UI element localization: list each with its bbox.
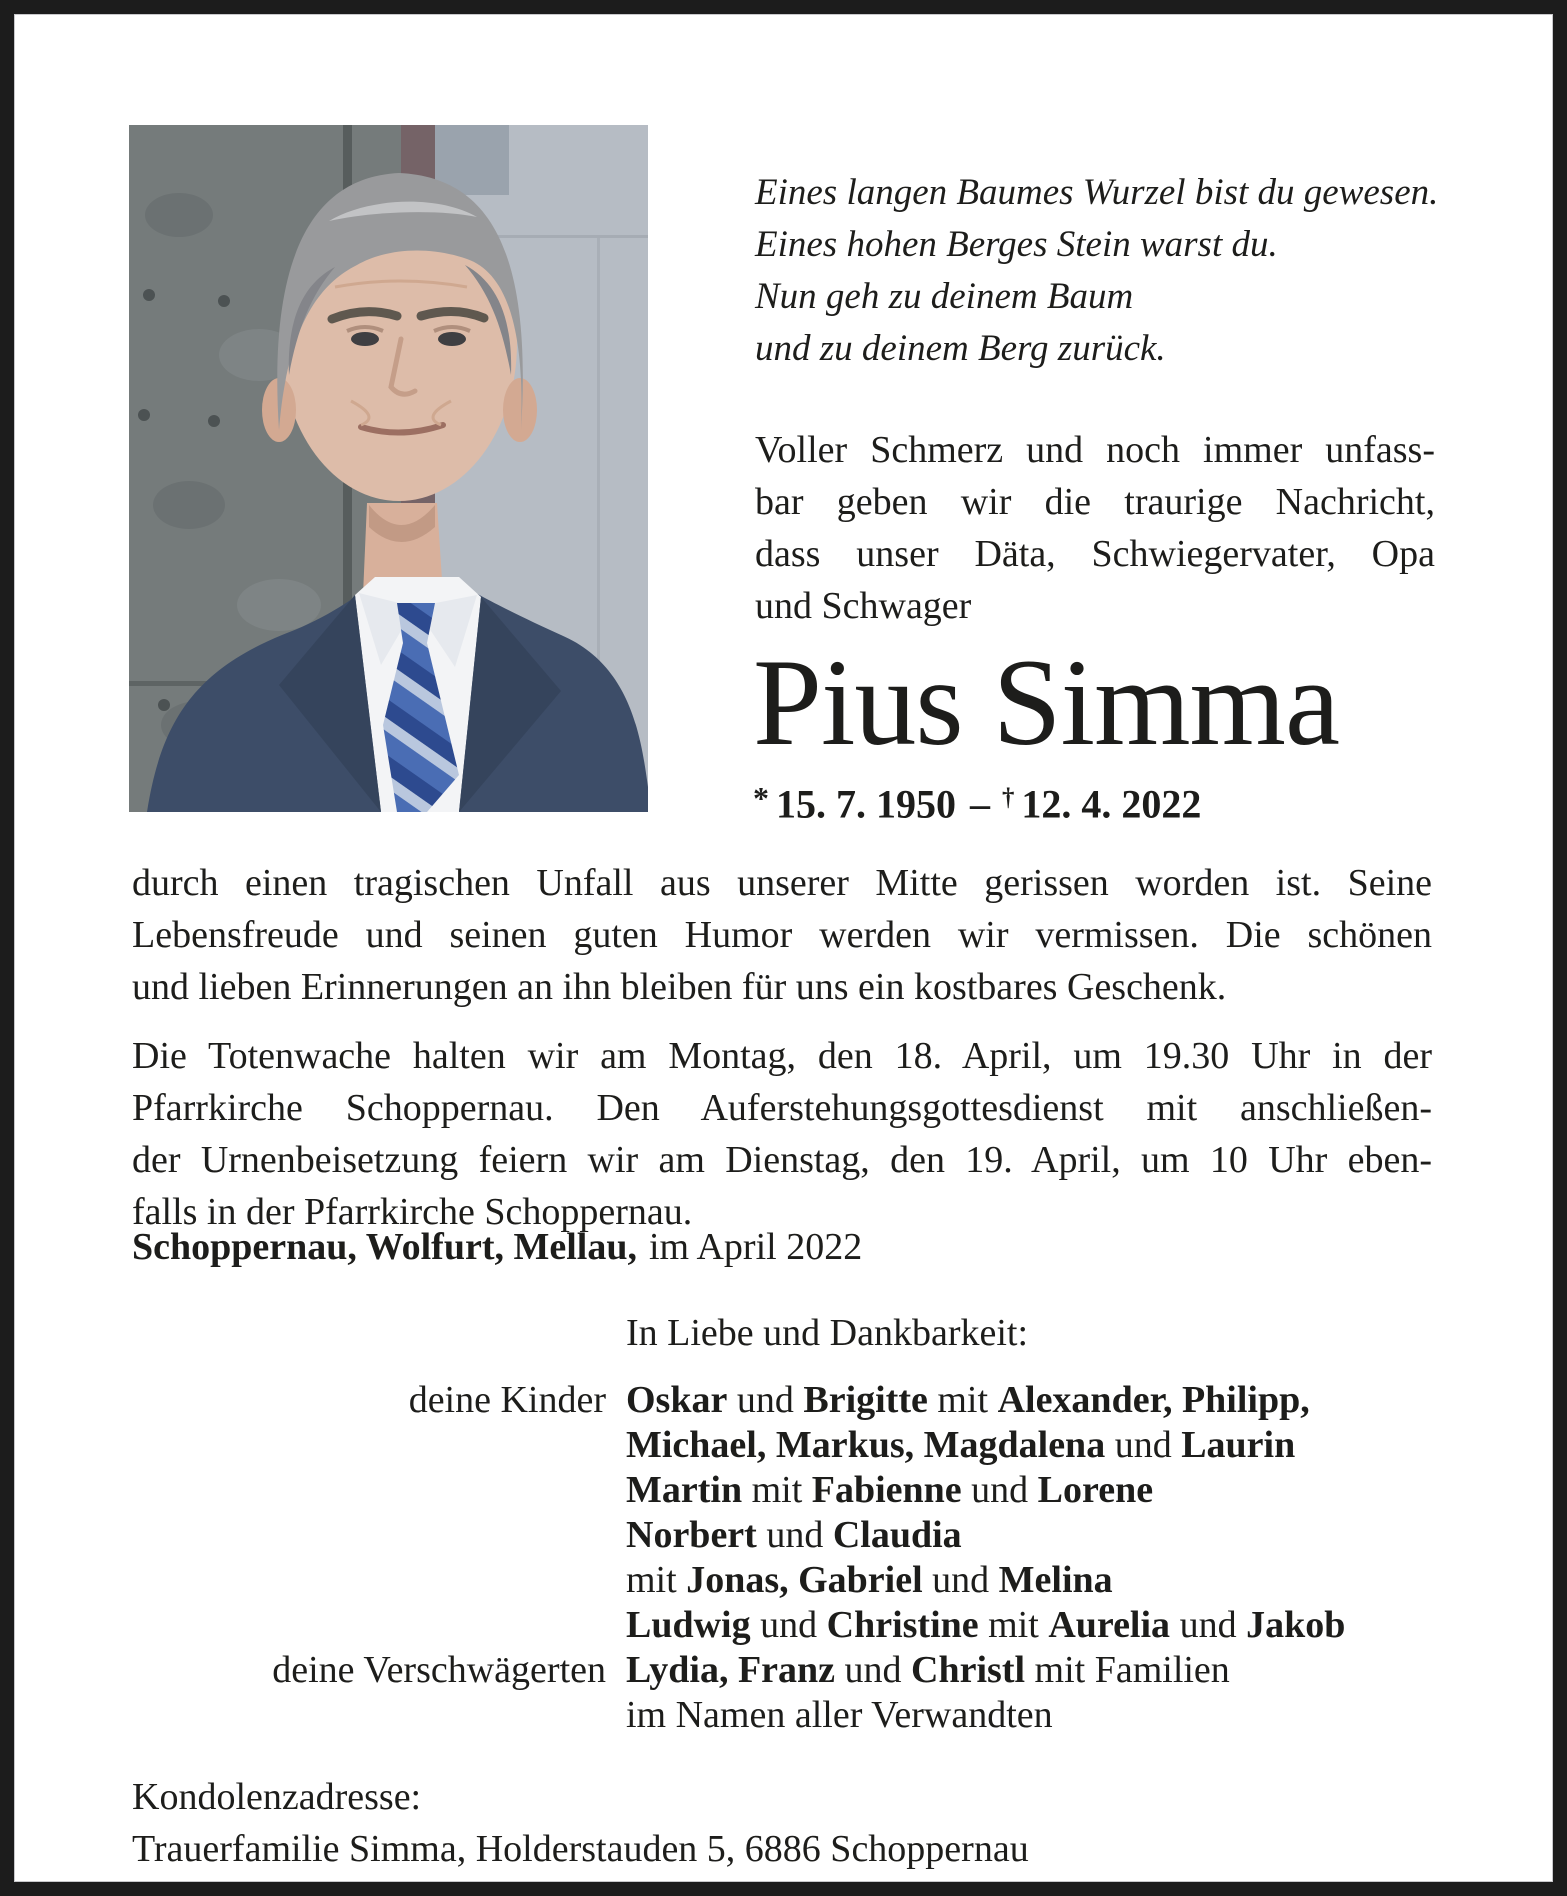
family-row (132, 1423, 1442, 1468)
text-line: Lebensfreude und seinen guten Humor werden wir vermissen. Die schönen (132, 914, 1432, 956)
text-line: der Urnenbeisetzung feiern wir am Dienstag, den 19. April, um 10 Uhr eben- (132, 1139, 1432, 1181)
birth-date: 15. 7. 1950 (776, 781, 956, 827)
text-line: durch einen tragischen Unfall aus unserer Mitte gerissen worden ist. Seine (132, 862, 1432, 904)
family-name: Martin (626, 1469, 743, 1511)
condolence-block (132, 1771, 1029, 1875)
text-line: Pfarrkirche Schoppernau. Den Auferstehungsgottesdienst mit anschließen- (132, 1087, 1432, 1129)
family-connector: und (922, 1559, 999, 1601)
text-line: falls in der Pfarrkirche Schoppernau. (132, 1191, 693, 1233)
family-row-names (626, 1693, 1442, 1738)
family-connector: im Namen aller Verwandten (626, 1694, 1053, 1736)
family-row-label: deine Verschwägerten (272, 1649, 606, 1691)
portrait-illustration (129, 125, 648, 812)
text-line: und zu deinem Berg zurück. (755, 328, 1166, 369)
text-line: dass unser Däta, Schwiegervater, Opa (755, 533, 1435, 575)
family-name: Laurin (1181, 1424, 1296, 1466)
text-line: und Schwager (755, 585, 972, 627)
family-row (132, 1603, 1442, 1648)
deceased-name: Pius Simma (753, 634, 1340, 771)
text-line: Voller Schmerz und noch immer unfass- (755, 429, 1435, 471)
condolence-label: Kondolenzadresse: (132, 1776, 422, 1818)
family-row-label (132, 1423, 606, 1468)
family-row-label: deine Kinder (408, 1379, 606, 1421)
death-date: 12. 4. 2022 (1021, 781, 1202, 827)
family-row-names (626, 1468, 1442, 1513)
text-line: Die Totenwache halten wir am Montag, den 18. April, um 19.30 Uhr in der (132, 1035, 1432, 1077)
family-name: Aurelia (1048, 1604, 1171, 1646)
life-dates (753, 775, 1201, 826)
family-row (132, 1513, 1442, 1558)
family-name: Norbert (626, 1514, 757, 1556)
family-row-names (626, 1423, 1442, 1468)
family-row (132, 1693, 1442, 1738)
family-name: Michael, Markus, Magdalena (626, 1424, 1106, 1466)
family-name: Brigitte (803, 1379, 928, 1421)
family-name: Jakob (1246, 1604, 1346, 1646)
memorial-poem (755, 167, 1515, 375)
family-connector: mit (626, 1559, 687, 1601)
portrait-photo (129, 125, 648, 812)
family-row-names (626, 1513, 1442, 1558)
family-name: Lorene (1037, 1469, 1154, 1511)
family-tribute (132, 1311, 1442, 1738)
text-line: Eines hohen Berges Stein warst du. (755, 224, 1278, 265)
family-name: Alexander, Philipp, (997, 1379, 1310, 1421)
family-row (132, 1558, 1442, 1603)
family-connector: und (727, 1379, 804, 1421)
family-connector: und (835, 1649, 912, 1691)
body-paragraph-1 (132, 857, 1432, 1013)
family-row (132, 1468, 1442, 1513)
family-connector: und (750, 1604, 827, 1646)
family-name: Claudia (832, 1514, 962, 1556)
family-name: Christine (826, 1604, 979, 1646)
notice-date: im April 2022 (648, 1226, 863, 1268)
family-name: Lydia, Franz (626, 1649, 836, 1691)
family-connector: mit (742, 1469, 812, 1511)
family-row (132, 1648, 1442, 1693)
text-line: Nun geh zu deinem Baum (755, 276, 1134, 317)
birth-symbol: * (753, 780, 769, 817)
family-name: Ludwig (626, 1604, 751, 1646)
family-connector: und (756, 1514, 833, 1556)
family-name: Melina (998, 1559, 1113, 1601)
family-connector: mit (978, 1604, 1049, 1646)
family-row-label (132, 1558, 606, 1603)
family-name: Christl (911, 1649, 1026, 1691)
family-row-names (626, 1558, 1442, 1603)
family-row-label (132, 1693, 606, 1738)
family-name: Oskar (626, 1379, 728, 1421)
condolence-address: Trauerfamilie Simma, Holderstauden 5, 6886 Schoppernau (132, 1828, 1029, 1870)
dates-separator: – (970, 781, 990, 827)
tribute-heading: In Liebe und Dankbarkeit: (626, 1312, 1029, 1354)
place-date-line (132, 1221, 862, 1273)
family-name: Fabienne (811, 1469, 962, 1511)
family-name: Jonas, Gabriel (686, 1559, 923, 1601)
family-connector: mit (927, 1379, 998, 1421)
places-list: Schoppernau, Wolfurt, Mellau, (132, 1226, 637, 1268)
family-row-label (132, 1513, 606, 1558)
family-connector: und (1170, 1604, 1247, 1646)
text-line: Eines langen Baumes Wurzel bist du gewesen. (755, 172, 1439, 213)
family-rows (132, 1378, 1442, 1738)
family-connector: und (961, 1469, 1038, 1511)
family-row (132, 1378, 1442, 1423)
family-row-names (626, 1648, 1442, 1693)
family-row-label (132, 1603, 606, 1648)
announcement-intro (755, 424, 1435, 632)
death-symbol: † (1002, 784, 1015, 811)
text-line: bar geben wir die traurige Nachricht, (755, 481, 1435, 523)
family-row-label (132, 1468, 606, 1513)
family-row-names (626, 1378, 1442, 1423)
family-row-names (626, 1603, 1442, 1648)
body-paragraph-2 (132, 1030, 1432, 1238)
text-line: und lieben Erinnerungen an ihn bleiben für uns ein kostbares Geschenk. (132, 966, 1227, 1008)
family-connector: und (1105, 1424, 1182, 1466)
family-connector: mit Familien (1025, 1649, 1230, 1691)
